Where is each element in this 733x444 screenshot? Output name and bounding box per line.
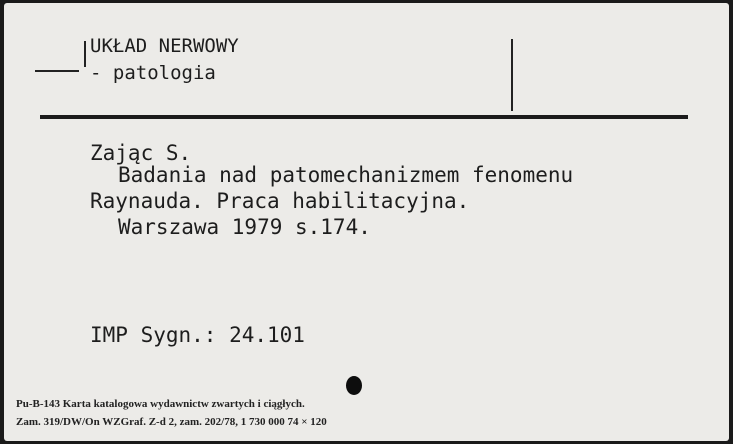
card-punch-hole bbox=[346, 376, 362, 395]
imprint: Warszawa 1979 s.174. bbox=[118, 215, 371, 239]
heading-dash bbox=[35, 70, 79, 72]
title-line-2: Raynauda. Praca habilitacyjna. bbox=[90, 189, 470, 213]
author: Zając S. bbox=[90, 141, 192, 165]
printer-footer-line-1: Pu-B-143 Karta katalogowa wydawnictw zwartych i ciągłych. bbox=[16, 398, 305, 410]
subject-subdivision: - patologia bbox=[90, 62, 216, 84]
subject-heading: UKŁAD NERWOWY bbox=[90, 35, 239, 57]
shelfmark: IMP Sygn.: 24.101 bbox=[90, 323, 305, 347]
title-line-1: Badania nad patomechanizmem fenomenu bbox=[118, 163, 574, 187]
printer-footer-line-2: Zam. 319/DW/On WZGraf. Z-d 2, zam. 202/78, 1 730 000 74 × 120 bbox=[16, 416, 327, 428]
catalog-card bbox=[4, 3, 729, 441]
header-rule bbox=[40, 115, 688, 119]
header-right-vertical-line bbox=[511, 39, 513, 111]
heading-vertical-line bbox=[84, 41, 86, 67]
